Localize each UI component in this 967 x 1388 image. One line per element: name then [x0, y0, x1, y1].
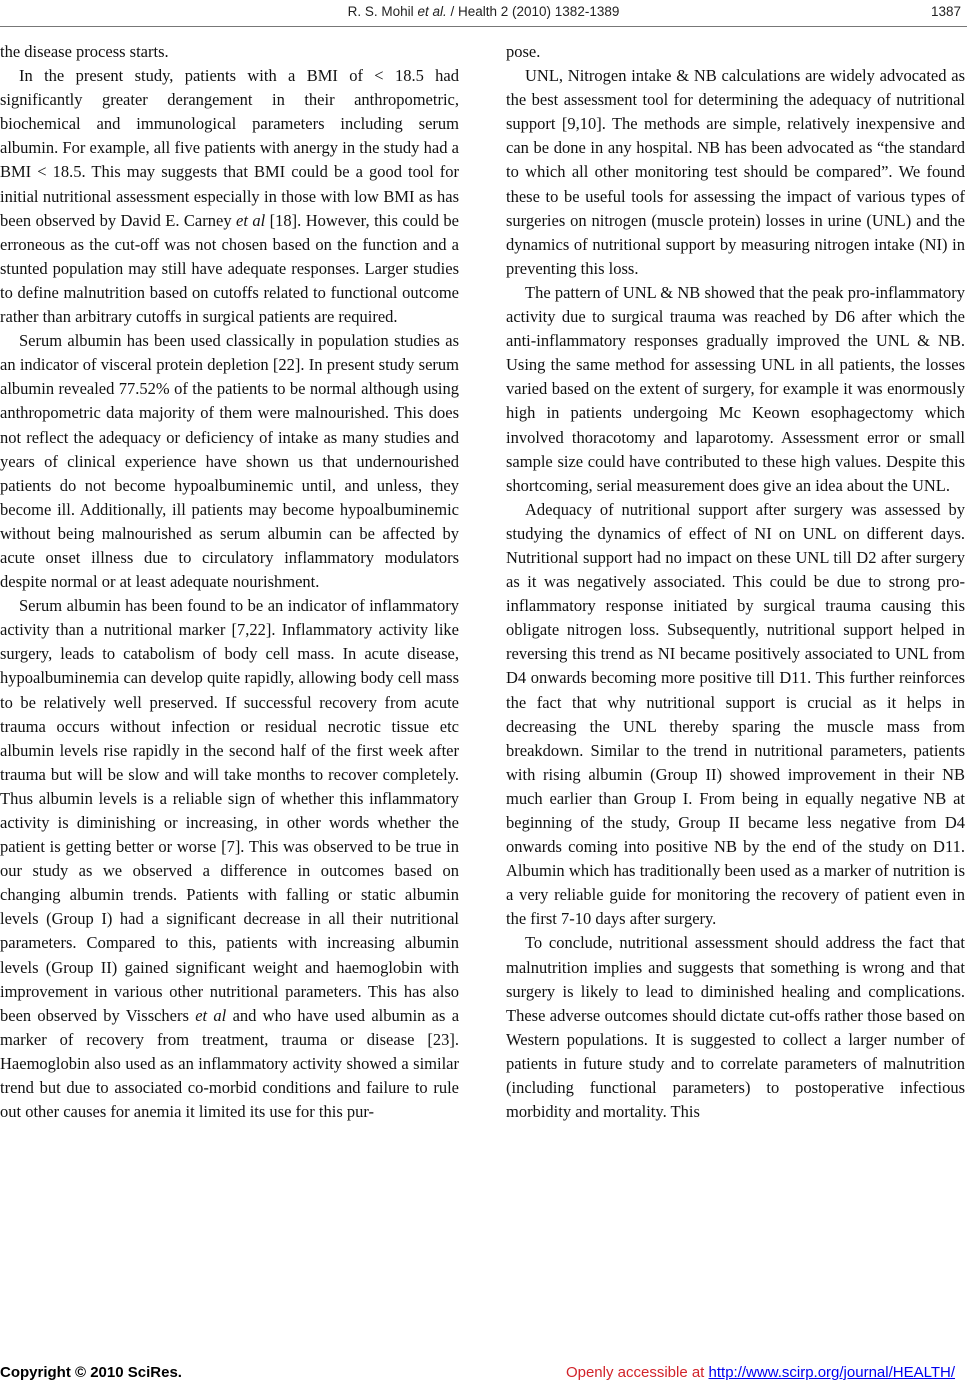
paragraph: pose. [506, 42, 541, 61]
paragraph-text: [18]. However, this could be erroneous as the cut-off was not chosen based on the function and a stunted population may still have adequate responses. Larger studies to define malnutrition based on cutoffs related to functional outcome rather than arbitrary cutoffs in surgical patients are required. [0, 210, 460, 327]
open-access-note [566, 1364, 955, 1381]
paragraph-text: and who have used albumin as a marker of recovery from treatment, trauma or disease [23]. Haemoglobin also used as an inflammatory activity showed a similar trend but due to associated co-morbid conditions and failure to rule out other causes for anemia it limited its use for this pur- [0, 1005, 460, 1122]
paragraph: To conclude, nutritional assessment should address the fact that malnutrition implies and suggests that something is wrong and that surgery is likely to lead to diminished healing and complications. These adverse outcomes should dictate cut-offs rather those based on Western populations. It is suggested to collect a larger number of patients in future study and to correlate parameters of malnutrition (including functional parameters) to postoperative infectious morbidity and mortality. This [506, 933, 965, 1122]
running-title [0, 4, 967, 19]
authors: R. S. Mohil [347, 4, 414, 19]
right-column [506, 40, 965, 1124]
paragraph [0, 594, 459, 1124]
paragraph [0, 64, 459, 329]
et-al: et al. [417, 4, 447, 19]
page-number: 1387 [930, 4, 961, 19]
running-head [0, 2, 967, 26]
paragraph: The pattern of UNL & NB showed that the peak pro-inflammatory activity due to surgical trauma was reached by D6 after which the anti-inflammatory responses gradually improved the UNL & NB. Using the same method for assessing UNL in all patients, the losses varied based on the extent of surgery, for example it was enormously high in patients undergoing Mc Keown esophagectomy which involved thoracotomy and laparotomy. Assessment error or small sample size could have contributed to these high values. Despite this shortcoming, serial measurement does give an idea about the UNL. [506, 282, 965, 495]
paragraph-text: In the present study, patients with a BMI of < 18.5 had significantly greater derangement in their anthropometric, biochemical and immunological parameters including serum albumin. For example, all five patients with anergy in the study had a BMI < 18.5. This may suggests that BMI could be a good tool for initial nutritional assessment especially in those with low BMI as has been observed by David E. Carney [0, 66, 459, 230]
italic-text: et al [195, 1005, 227, 1025]
page-footer [0, 1358, 967, 1386]
journal-link[interactable]: http://www.scirp.org/journal/HEALTH/ [708, 1364, 955, 1381]
header-rule [0, 26, 967, 27]
paragraph-text: Serum albumin has been found to be an indicator of inflammatory activity than a nutritional marker [7,22]. Inflammatory activity like surgery, leads to catabolism of body cell mass. In acute disease, hypoalbuminemia can develop quite rapidly, allowing body cell mass to be relatively well preserved. If successful recovery from acute trauma occurs without infection or residual necrotic tissue etc albumin levels rise rapidly in the second half of the first week after trauma but will be slow and will take months to recover completely. Thus albumin levels is a reliable sign of whether this inflammatory activity is diminishing or increasing, in other words whether the patient is getting better or worse [7]. This was observed to be true in our study as we observed a difference in outcomes based on changing albumin trends. Patients with falling or static albumin levels (Group I) had a significant decrease in all their nutritional parameters. Compared to this, patients with increasing albumin levels (Group II) gained significant weight and haemoglobin with improvement in various other nutritional parameters. This has also been observed by Visschers [0, 596, 459, 1025]
copyright: Copyright © 2010 SciRes. [0, 1364, 182, 1381]
paragraph: the disease process starts. [0, 42, 169, 61]
paragraph: Serum albumin has been used classically in population studies as an indicator of visceral protein depletion [22]. In present study serum albumin revealed 77.52% of the patients to be normal although using anthropometric data majority of them were malnourished. This does not reflect the adequacy or deficiency of intake as many studies and years of clinical experience have shown us that undernourished patients do not become hypoalbuminemic until, and unless, they become ill. Additionally, ill patients may become hypoalbuminemic without being malnourished as serum albumin can be affected by acute onset illness due to circulatory inflammatory modulators despite normal or at least adequate nourishment. [0, 331, 459, 592]
journal-reference: / Health 2 (2010) 1382-1389 [450, 4, 620, 19]
open-access-label: Openly accessible at [565, 1364, 705, 1381]
italic-text: et al [236, 210, 266, 230]
paragraph: Adequacy of nutritional support after surgery was assessed by studying the dynamics of effect of NI on UNL on different days. Nutritional support had no impact on these UNL till D2 after surgery as it was negatively associated. This could be due to strong pro-inflammatory response initiated by surgical trauma causing this obligate nitrogen loss. Subsequently, nutritional support helped in reversing this trend as NI became positively associated to UNL from D4 onwards becoming more positive till D11. This further reinforces the fact that why nutritional support is crucial as it helps in decreasing the UNL thereby sparing the muscle mass from breakdown. Similar to the trend in nutritional parameters, patients with rising albumin (Group II) showed improvement in their NB much earlier than Group I. From being in equally negative NB at beginning of the study, Group II became less negative from D4 onwards coming into positive NB by the end of the study on D11. Albumin which has traditionally been used as a marker of nutrition is a very reliable guide for monitoring the recovery of patient even in the first 7-10 days after surgery. [506, 499, 965, 929]
paragraph: UNL, Nitrogen intake & NB calculations are widely advocated as the best assessment tool for determining the adequacy of nutritional support [9,10]. The methods are simple, relatively inexpensive and can be done in any hospital. NB has been advocated as “the standard to which all other monitoring test should be compared”. We found these to be useful tools for assessing the impact of various types of surgeries on nitrogen (muscle protein) losses in urine (UNL) and the dynamics of nutritional support by measuring nitrogen intake (NI) in preventing this loss. [506, 66, 965, 278]
left-column [0, 40, 459, 1124]
